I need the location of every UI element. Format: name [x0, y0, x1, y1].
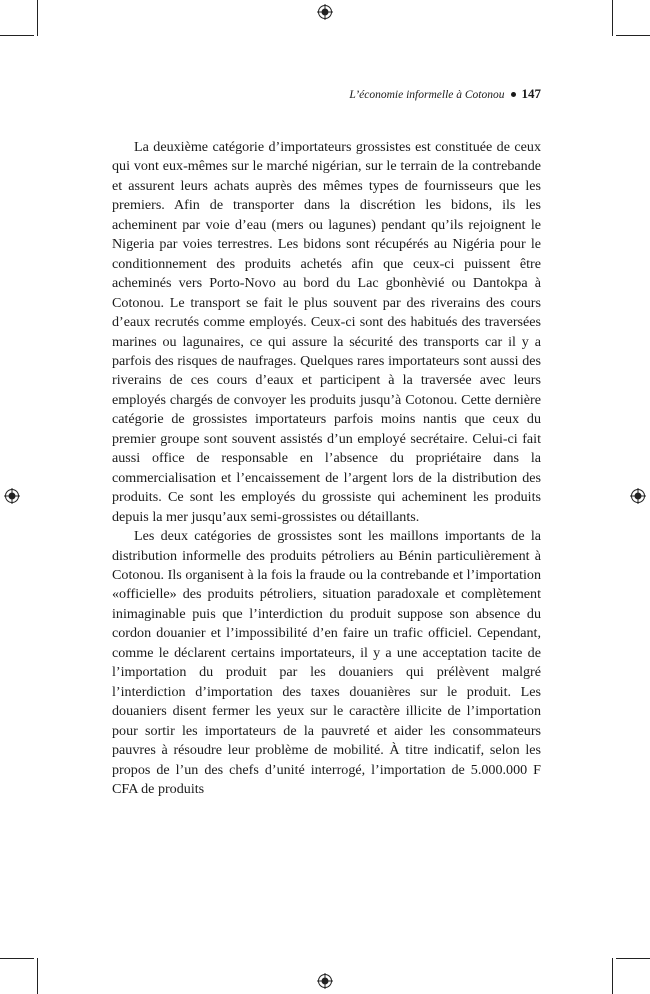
paragraph: Les deux catégories de grossistes sont les maillons importants de la distribution informelle des produits pétroliers au Bénin particulièrement à Cotonou. Ils organisent à la fois la fraude ou la contrebande et l’importation «officielle» des produits pétroliers, situation paradoxale et complètement inimaginable puis que l’interdiction du produit suppose son absence du cordon douanier et l’impossibilité d’en faire un trafic officiel. Cependant, comme le déclarent certains importateurs, il y a une acceptation tacite de l’importation du produit par les douaniers qui prélèvent malgré l’interdiction d’importation des taxes douanières sur le produit. Les douaniers disent fermer les yeux sur le caractère illicite de l’importation pour sortir les importateurs de la pauvreté et aider les consommateurs pauvres à résoudre leur problème de mobilité. À titre indicatif, selon les propos de l’un des chefs d’unité interrogé, l’importation de 5.000.000 F CFA de produits — [112, 528, 541, 797]
registration-mark-icon — [317, 4, 333, 20]
body-text — [112, 138, 541, 799]
paragraph: La deuxième catégorie d’importateurs grossistes est constituée de ceux qui vont eux-mêmes sur le marché nigérian, sur le terrain de la contrebande et assurent leurs achats auprès des mêmes types de fournisseurs que les premiers. Afin de transporter dans la discrétion les bidons, ils les acheminent par voie d’eau (mers ou lagunes) pendant qu’ils rejoignent le Nigeria par voies terrestres. Les bidons sont récupérés au Nigéria pour le conditionnement des produits achetés afin que ceux-ci puissent être acheminés vers Porto-Novo au bord du Lac gbonhèvié ou Dantokpa à Cotonou. Le transport se fait le plus souvent par des riverains des cours d’eaux recrutés comme employés. Ceux-ci sont des habitués des traversées marines ou lagunaires, ce qui assure la sécurité des transports car il y a parfois des risques de naufrages. Quelques rares importateurs sont aussi des riverains de ces cours d’eaux et participent à la traversée avec leurs employés chargés de convoyer les produits jusqu’à Cotonou. Cette dernière catégorie de grossistes importateurs parfois moins nantis que ceux du premier groupe sont souvent assistés d’un employé secrétaire. Celui-ci fait aussi office de responsable en l’absence du propriétaire dans la commercialisation et l’encaissement de l’argent lors de la distribution des produits. Ce sont les employés du grossiste qui acheminent les produits depuis la mer jusqu’aux semi-grossistes ou détaillants. — [112, 139, 541, 525]
bullet-icon — [511, 92, 516, 97]
page-number: 147 — [521, 86, 541, 101]
crop-mark-top-left-h — [0, 35, 34, 36]
registration-mark-icon — [4, 488, 20, 504]
registration-mark-icon — [630, 488, 646, 504]
crop-mark-top-right-h — [616, 35, 650, 36]
crop-mark-top-right — [612, 0, 613, 36]
registration-mark-icon — [317, 973, 333, 989]
running-header — [112, 86, 541, 103]
crop-mark-bottom-left — [37, 958, 38, 994]
crop-mark-bottom-right-h — [616, 958, 650, 959]
running-title: L’économie informelle à Cotonou — [349, 89, 505, 101]
crop-mark-bottom-right — [612, 958, 613, 994]
crop-mark-top-left — [37, 0, 38, 36]
crop-mark-bottom-left-h — [0, 958, 34, 959]
